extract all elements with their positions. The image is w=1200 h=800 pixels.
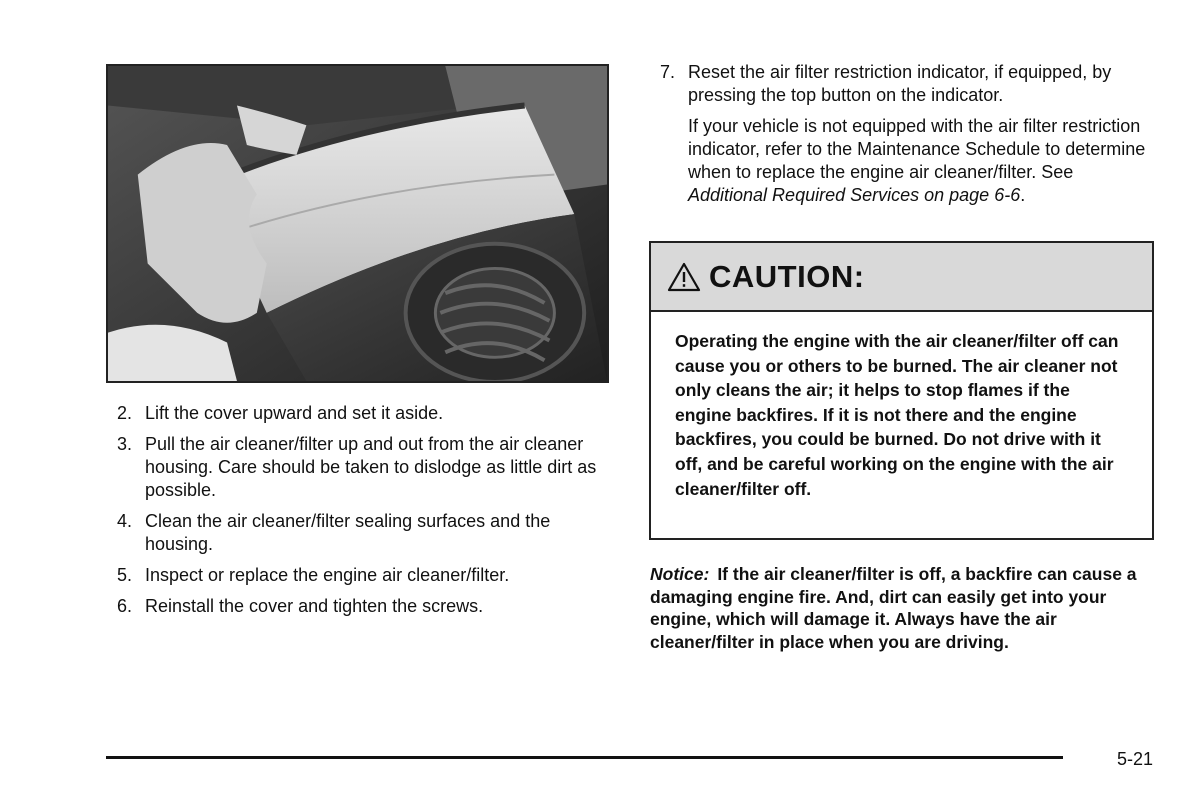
cross-reference-link[interactable]: Additional Required Services on page 6-6: [688, 185, 1021, 205]
list-item: [660, 61, 1150, 107]
step-note-end: .: [1020, 185, 1026, 205]
step-note-text: If your vehicle is not equipped with the air filter restriction indicator, refer to the Maintenance Schedule to determine when to replace the engine air cleaner/filter. See: [688, 116, 1146, 182]
step-number: 6.: [117, 596, 133, 616]
step-number: 3.: [117, 434, 133, 454]
list-item: [117, 433, 597, 502]
step-number: 2.: [117, 403, 133, 423]
step-number: 7.: [660, 62, 676, 82]
notice-paragraph: [650, 563, 1150, 653]
notice-text: If the air cleaner/filter is off, a backfire can cause a damaging engine fire. And, dirt can easily get into your engine, which will damage it. Always have the air cleaner/filter in place when you are driving.: [650, 564, 1137, 652]
step-text: Lift the cover upward and set it aside.: [145, 403, 444, 423]
steps-list-left: [117, 402, 597, 626]
caution-box: [649, 241, 1154, 540]
step-text: Pull the air cleaner/filter up and out from the air cleaner housing. Care should be taken to dislodge as little dirt as possible.: [145, 434, 597, 500]
air-filter-photo-illustration: [108, 66, 607, 381]
list-item: [117, 564, 597, 587]
list-item: [117, 402, 597, 425]
caution-text: Operating the engine with the air cleaner/filter off can cause you or others to be burned. The air cleaner not only cleans the air; it helps to stop flames if the engine backfires. If it is not there and the engine backfires, you could be burned. Do not drive with it off, and be careful working on the engine with the air cleaner/filter off.: [675, 331, 1119, 499]
notice-label: Notice:: [650, 564, 710, 584]
list-item: [117, 510, 597, 556]
caution-title: CAUTION:: [709, 258, 865, 294]
step-note: [688, 115, 1150, 207]
right-column: [650, 61, 1150, 207]
page-number: 5-21: [1117, 749, 1154, 769]
step-text: Inspect or replace the engine air cleaner/filter.: [145, 565, 510, 585]
air-filter-photo: [106, 64, 609, 383]
step-text: Clean the air cleaner/filter sealing surfaces and the housing.: [145, 511, 551, 554]
list-item: [117, 595, 597, 618]
warning-triangle-icon: [667, 262, 701, 292]
step-number: 5.: [117, 565, 133, 585]
step-text: Reinstall the cover and tighten the screws.: [145, 596, 484, 616]
caution-header: [651, 243, 1152, 312]
footer-rule: [106, 756, 1063, 759]
step-text: Reset the air filter restriction indicator, if equipped, by pressing the top button on the indicator.: [688, 62, 1112, 105]
step-number: 4.: [117, 511, 133, 531]
